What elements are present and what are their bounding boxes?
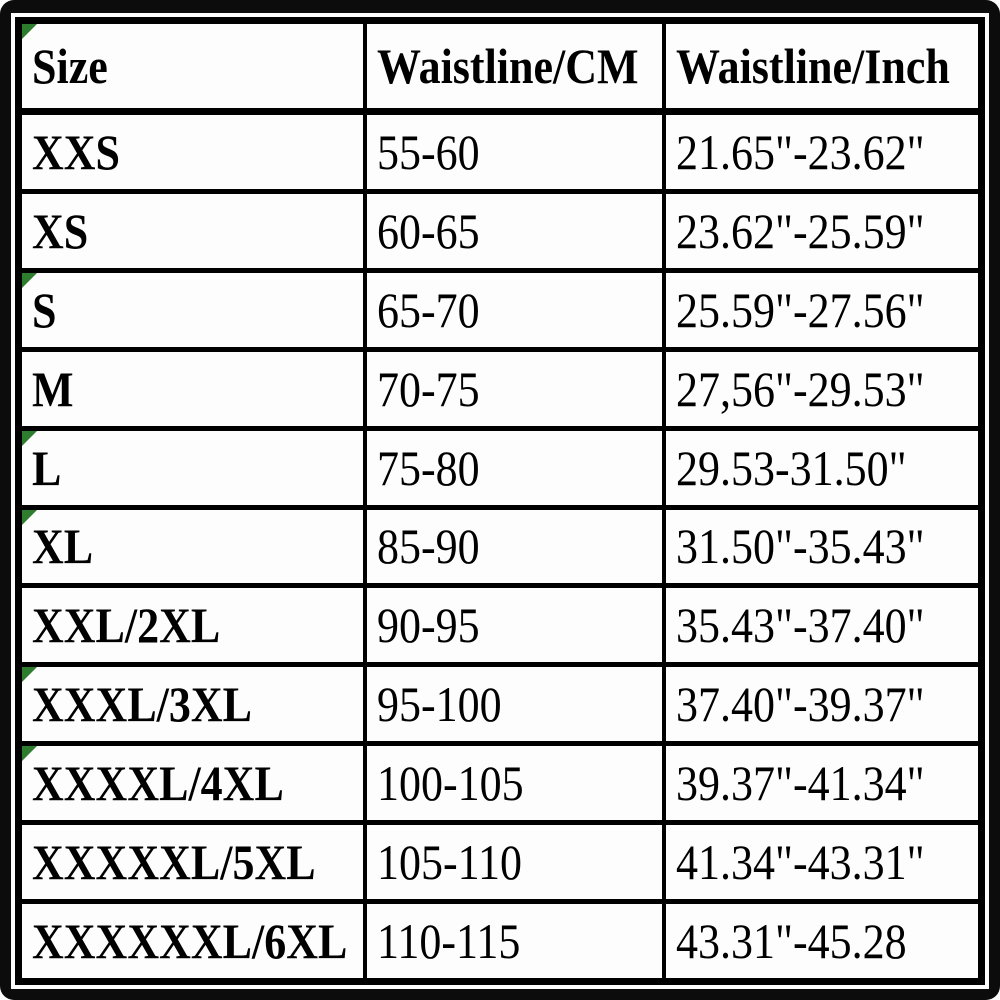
header-cell-waistline-inch — [664, 21, 982, 112]
inch-cell — [664, 507, 982, 586]
inch-cell — [664, 586, 982, 665]
table-row — [19, 428, 982, 507]
inch-value: 39.37"-41.34" — [675, 754, 925, 811]
inch-cell — [664, 901, 982, 981]
cm-value: 100-105 — [377, 754, 524, 811]
table-row — [19, 822, 982, 901]
cm-value: 65-70 — [377, 281, 480, 338]
inch-cell — [664, 822, 982, 901]
cm-value: 105-110 — [377, 833, 523, 890]
size-cell — [19, 822, 366, 901]
size-table-body — [19, 112, 982, 982]
table-row — [19, 112, 982, 192]
size-value: XXXXXL/5XL — [32, 833, 316, 890]
inch-cell — [664, 271, 982, 350]
cm-value: 70-75 — [377, 360, 480, 417]
table-row — [19, 586, 982, 665]
cell-flag-icon — [22, 24, 37, 39]
size-value: XXXXL/4XL — [32, 754, 284, 811]
size-value: XL — [32, 518, 94, 575]
table-row — [19, 665, 982, 744]
cm-cell — [365, 349, 664, 428]
size-chart-table — [15, 17, 985, 985]
inch-value: 41.34"-43.31" — [675, 833, 925, 890]
size-value: XS — [32, 203, 89, 260]
cm-cell — [365, 822, 664, 901]
size-value: XXS — [32, 124, 121, 181]
size-value: XXXXXXL/6XL — [32, 912, 348, 969]
header-label-waistline-inch: Waistline/Inch — [675, 38, 950, 94]
cm-cell — [365, 428, 664, 507]
table-row — [19, 744, 982, 823]
size-cell — [19, 349, 366, 428]
table-row — [19, 507, 982, 586]
cm-cell — [365, 507, 664, 586]
inch-value: 25.59"-27.56" — [675, 281, 925, 338]
header-label-waistline-cm: Waistline/CM — [377, 38, 639, 94]
size-value: M — [32, 360, 74, 417]
inch-cell — [664, 665, 982, 744]
cm-cell — [365, 192, 664, 271]
table-row — [19, 192, 982, 271]
inch-value: 21.65"-23.62" — [675, 124, 925, 181]
size-value: L — [32, 439, 62, 496]
cm-cell — [365, 112, 664, 192]
size-cell — [19, 112, 366, 192]
header-cell-size — [19, 21, 366, 112]
cm-cell — [365, 665, 664, 744]
size-cell — [19, 665, 366, 744]
size-cell — [19, 192, 366, 271]
inch-value: 27,56"-29.53" — [675, 360, 925, 417]
cm-value: 75-80 — [377, 439, 480, 496]
inch-value: 37.40"-39.37" — [675, 676, 925, 733]
cm-cell — [365, 271, 664, 350]
cm-value: 90-95 — [377, 597, 480, 654]
size-cell — [19, 428, 366, 507]
inch-value: 43.31"-45.28 — [675, 912, 907, 969]
cm-value: 110-115 — [377, 912, 521, 969]
size-cell — [19, 744, 366, 823]
cm-cell — [365, 586, 664, 665]
table-row — [19, 271, 982, 350]
cm-value: 95-100 — [377, 676, 502, 733]
inch-cell — [664, 192, 982, 271]
table-row — [19, 901, 982, 981]
header-row — [19, 21, 982, 112]
table-row — [19, 349, 982, 428]
size-value: XXL/2XL — [32, 597, 221, 654]
inch-value: 23.62"-25.59" — [675, 203, 925, 260]
header-cell-waistline-cm — [365, 21, 664, 112]
inch-value: 29.53-31.50" — [675, 439, 907, 496]
cm-cell — [365, 901, 664, 981]
inch-cell — [664, 428, 982, 507]
cm-value: 55-60 — [377, 124, 480, 181]
size-cell — [19, 271, 366, 350]
inch-cell — [664, 112, 982, 192]
size-cell — [19, 586, 366, 665]
size-value: XXXL/3XL — [32, 676, 253, 733]
inch-cell — [664, 744, 982, 823]
size-cell — [19, 901, 366, 981]
size-cell — [19, 507, 366, 586]
inch-cell — [664, 349, 982, 428]
size-value: S — [32, 281, 57, 338]
cm-value: 60-65 — [377, 203, 480, 260]
cm-cell — [365, 744, 664, 823]
inch-value: 35.43"-37.40" — [675, 597, 925, 654]
inch-value: 31.50"-35.43" — [675, 518, 925, 575]
spreadsheet-sheet — [11, 13, 989, 989]
cm-value: 85-90 — [377, 518, 480, 575]
header-label-size: Size — [32, 38, 108, 94]
